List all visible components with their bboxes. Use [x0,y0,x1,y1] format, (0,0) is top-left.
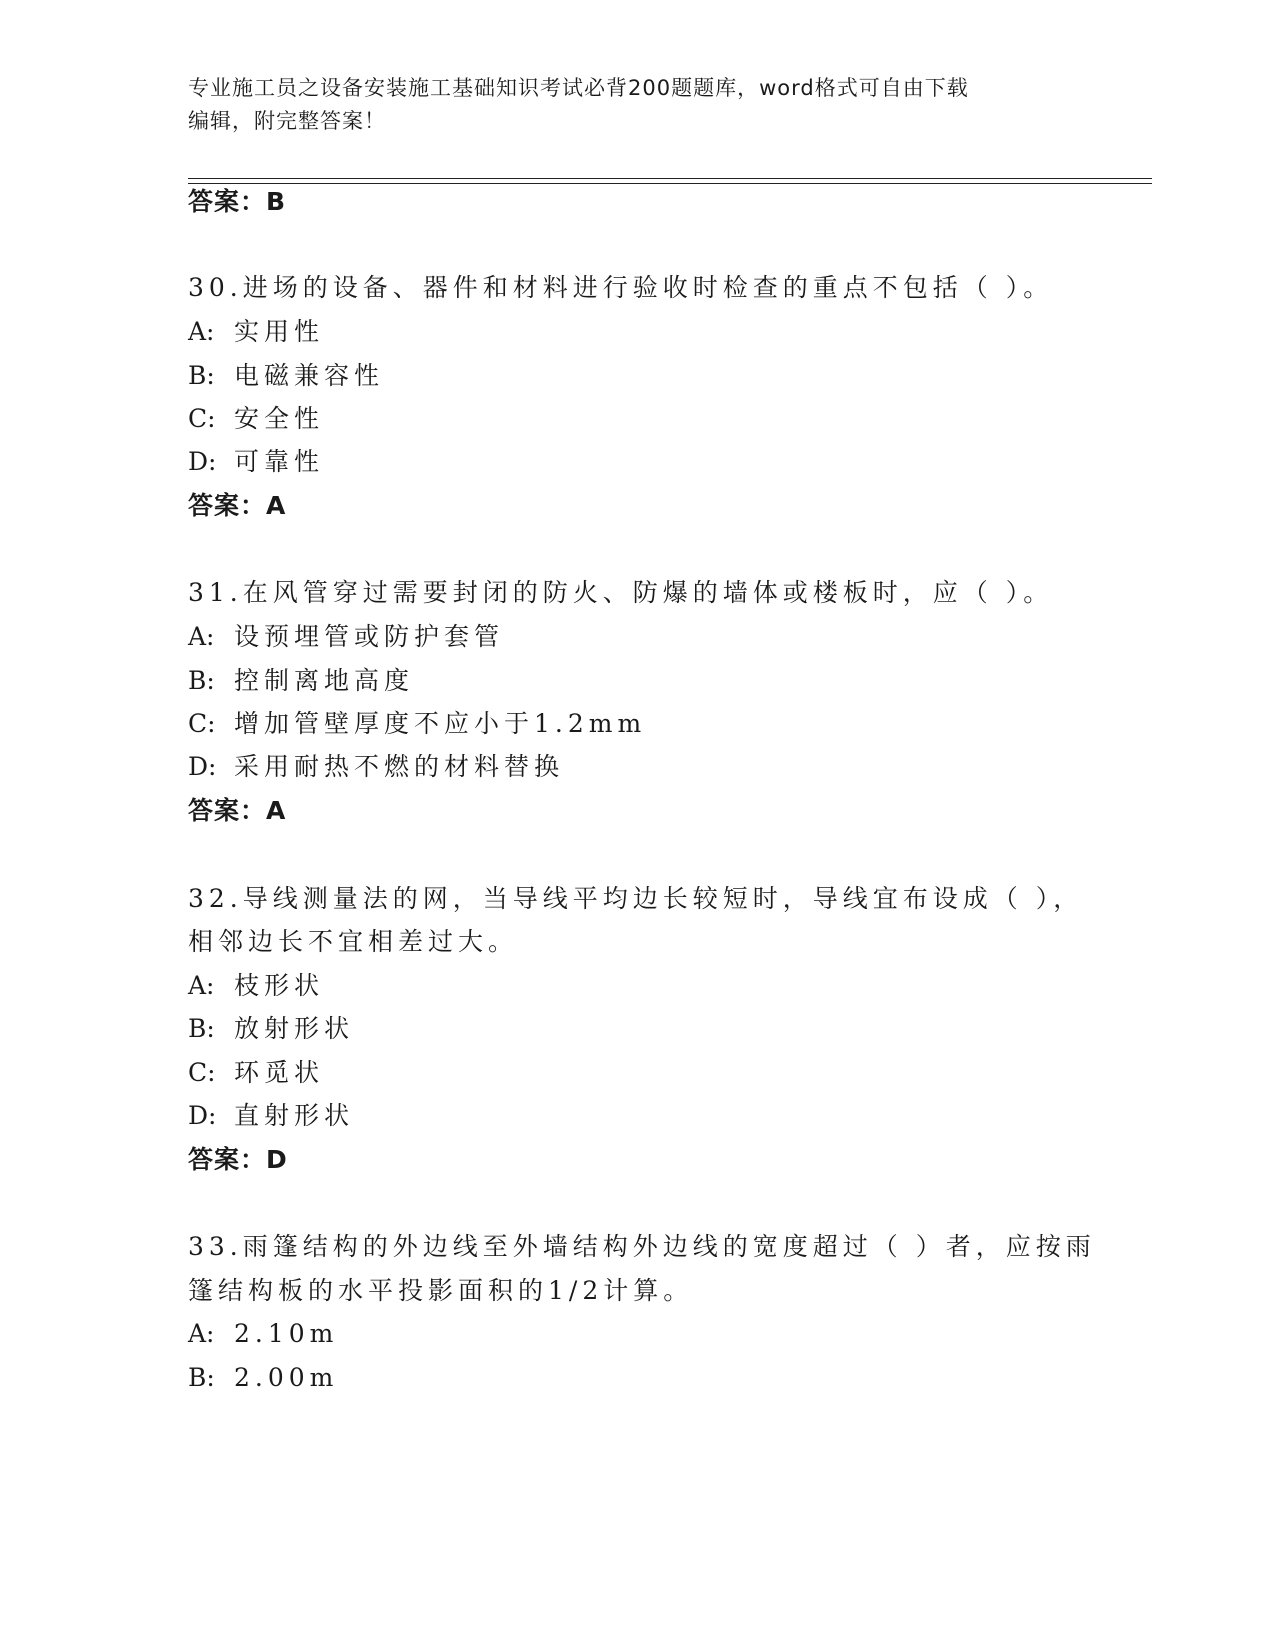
option-text: 增加管壁厚度不应小于1.2mm [234,709,647,738]
option-text: 采用耐热不燃的材料替换 [234,752,565,781]
option-line [188,751,564,783]
option-line [188,1057,324,1089]
answer-line: 答案：B [188,187,287,216]
option-text: 安全性 [234,404,325,433]
question-stem: 30.进场的设备、器件和材料进行验收时检查的重点不包括（ ）。 [188,273,1054,302]
option-line [188,1362,338,1394]
option-letter: C: [188,1058,216,1087]
option-text: 2.10m [234,1319,339,1348]
option-letter: C: [188,709,216,738]
option-line [188,970,324,1002]
answer-line: 答案：A [188,796,287,825]
option-text: 枝形状 [234,971,325,1000]
option-letter: A: [188,622,215,651]
option-letter: A: [188,317,215,346]
option-letter: B: [188,666,215,695]
option-text: 控制离地高度 [234,666,415,695]
option-letter: B: [188,1363,215,1392]
question-stem: 31.在风管穿过需要封闭的防火、防爆的墙体或楼板时，应（ ）。 [188,578,1054,607]
option-line [188,665,414,697]
option-letter: A: [188,1319,215,1348]
option-line [188,1318,338,1350]
option-line [188,708,646,740]
header-divider-bottom [188,183,1152,184]
option-line [188,1100,354,1132]
option-letter: B: [188,361,215,390]
option-line [188,360,384,392]
option-line [188,621,504,653]
option-line [188,1013,354,1045]
option-letter: D: [188,447,217,476]
header-divider-top [188,178,1152,179]
header-line-2: 编辑，附完整答案！ [188,109,386,133]
option-text: 可靠性 [234,447,325,476]
header-line-1: 专业施工员之设备安装施工基础知识考试必背200题题库，word格式可自由下载 [188,76,969,100]
question-stem-continued: 相邻边长不宜相差过大。 [188,927,519,956]
option-letter: B: [188,1014,215,1043]
option-letter: D: [188,752,217,781]
option-text: 直射形状 [234,1101,355,1130]
option-text: 2.00m [234,1363,339,1392]
question-stem: 32.导线测量法的网，当导线平均边长较短时，导线宜布设成（ ）， [188,884,1084,913]
option-letter: C: [188,404,216,433]
question-stem-continued: 篷结构板的水平投影面积的1/2计算。 [188,1276,694,1305]
option-text: 放射形状 [234,1014,355,1043]
option-letter: D: [188,1101,217,1130]
answer-line: 答案：A [188,491,287,520]
option-text: 实用性 [234,317,325,346]
option-text: 设预埋管或防护套管 [234,622,505,651]
option-text: 电磁兼容性 [234,361,385,390]
question-stem: 33.雨篷结构的外边线至外墙结构外边线的宽度超过（ ）者，应按雨 [188,1232,1096,1261]
page-header [188,72,1088,138]
option-letter: A: [188,971,215,1000]
option-line [188,403,324,435]
option-line [188,316,324,348]
answer-line: 答案：D [188,1145,288,1174]
option-text: 环觅状 [234,1058,325,1087]
option-line [188,446,324,478]
